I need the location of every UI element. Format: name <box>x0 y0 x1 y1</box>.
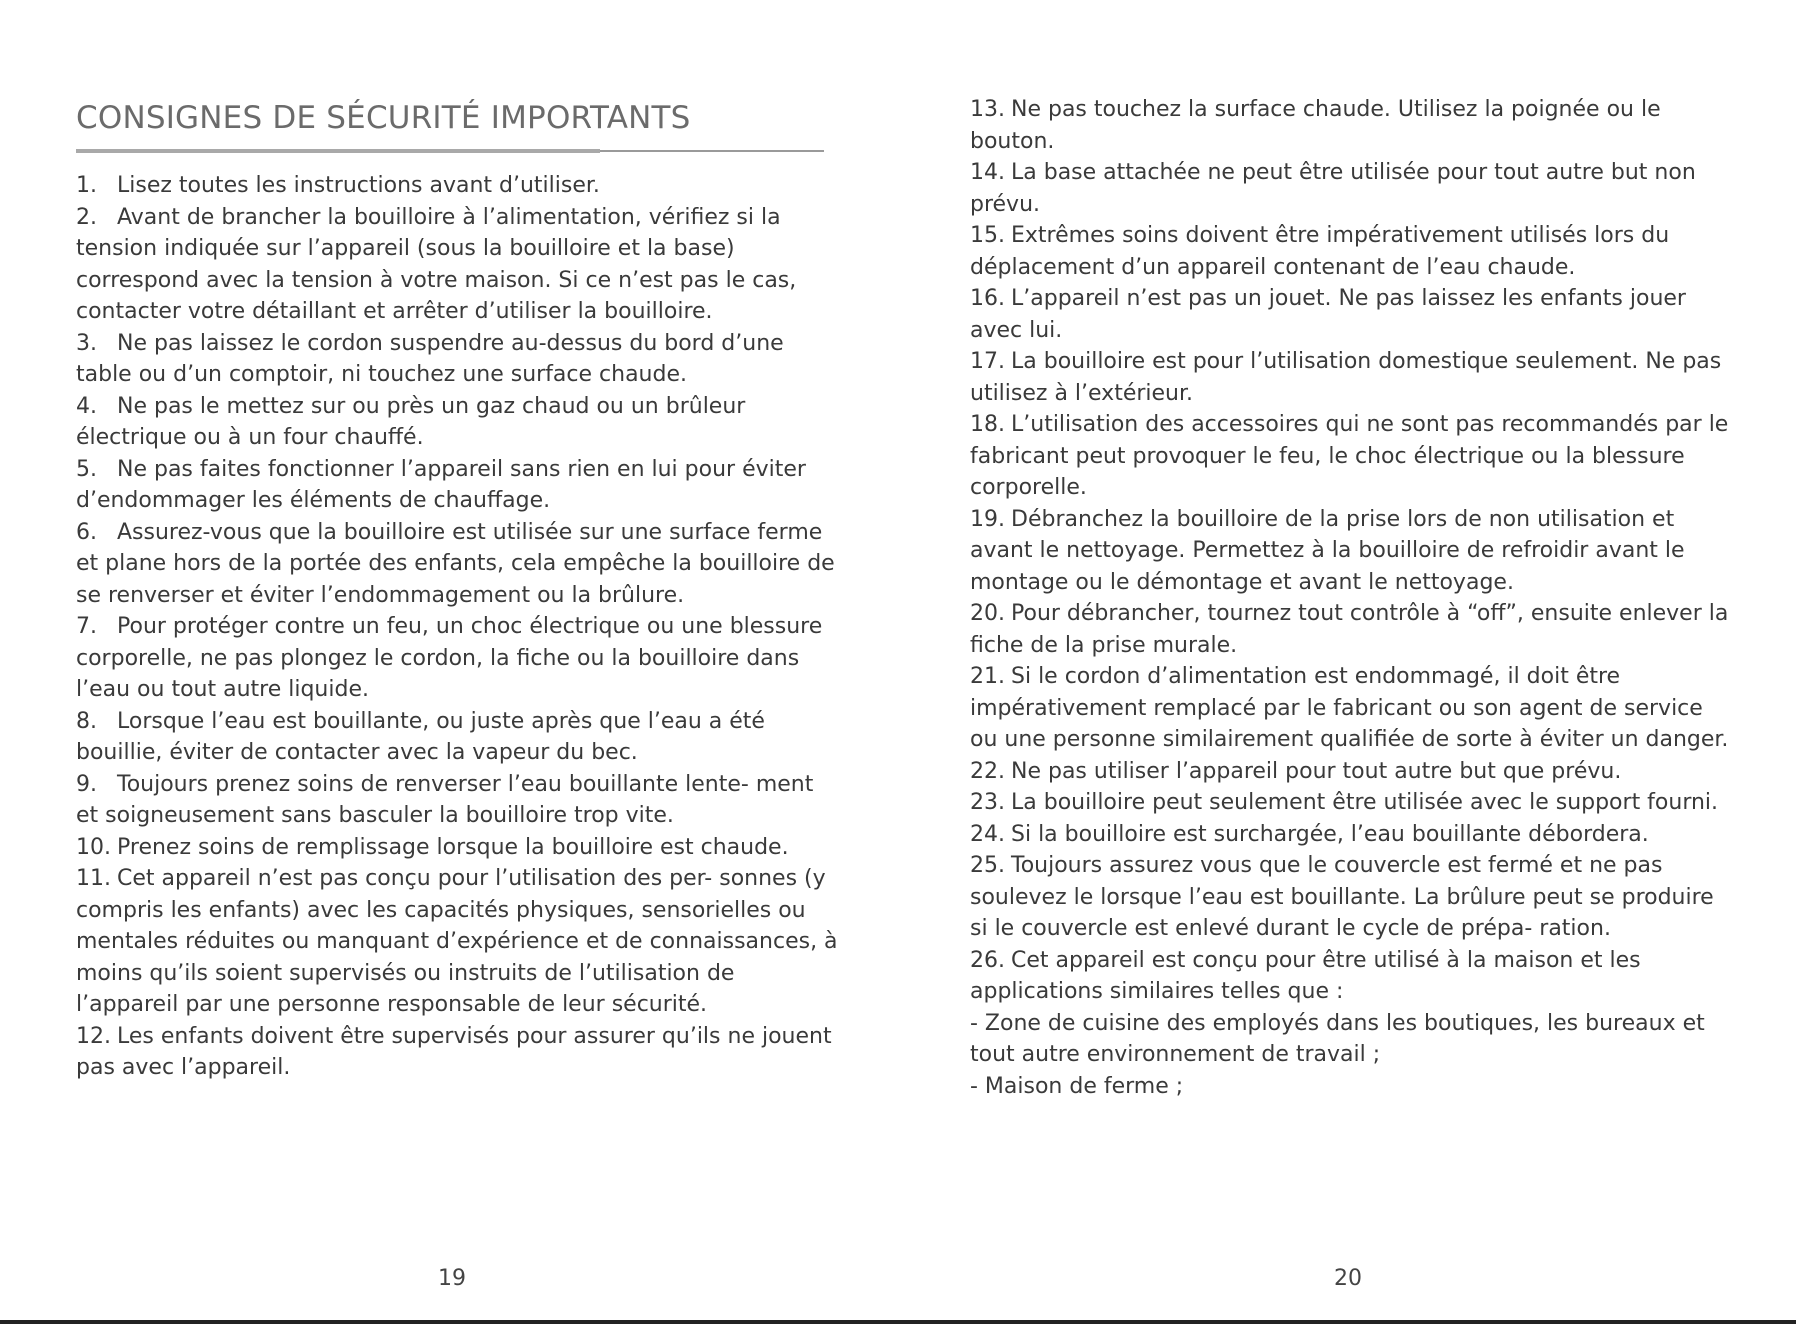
item-text: Débranchez la bouilloire de la prise lors de non utilisation et avant le nettoyage. Permettez à la bouilloire de refroidir avant le montage ou le démontage et avant le nettoyage. <box>970 506 1685 595</box>
item-number: 15. <box>970 223 1005 248</box>
list-item <box>76 391 838 454</box>
bottom-edge-line <box>0 1320 1796 1324</box>
list-item <box>76 1021 838 1084</box>
item-text: La bouilloire est pour l’utilisation domestique seulement. Ne pas utilisez à l’extérieur. <box>970 349 1722 406</box>
list-item <box>970 787 1736 819</box>
item-number: 2. <box>76 204 97 230</box>
list-item <box>76 328 838 391</box>
right-page <box>898 0 1796 1324</box>
item-number: 3. <box>76 330 97 356</box>
item-text: Si le cordon d’alimentation est endommagé, il doit être impérativement remplacé par le fabricant ou son agent de service ou une personne similairement qualifiée de sorte à éviter un danger. <box>970 664 1729 752</box>
list-item <box>970 756 1736 788</box>
item-text: Toujours prenez soins de renverser l’eau bouillante lente- ment et soigneusement sans basculer la bouilloire trop vite. <box>76 771 814 828</box>
list-item <box>970 1071 1736 1103</box>
item-number: 11. <box>76 866 111 891</box>
list-item <box>76 769 838 832</box>
list-item <box>970 346 1736 409</box>
page-title: CONSIGNES DE SÉCURITÉ IMPORTANTS <box>76 100 691 136</box>
page-number: 20 <box>1334 1266 1362 1291</box>
item-number: 24. <box>970 821 1005 847</box>
title-underline-thin <box>600 150 824 152</box>
list-item <box>970 945 1736 1008</box>
item-text: Ne pas touchez la surface chaude. Utilisez la poignée ou le bouton. <box>970 97 1661 154</box>
item-number: 26. <box>970 947 1005 973</box>
item-text: Toujours assurez vous que le couvercle est fermé et ne pas soulevez le lorsque l’eau est bouillante. La brûlure peut se produire si le couvercle est enlevé durant le cycle de prépa- ration. <box>970 853 1714 941</box>
item-text: Extrêmes soins doivent être impérativement utilisés lors du déplacement d’un appareil contenant de l’eau chaude. <box>970 223 1670 280</box>
list-item <box>970 598 1736 661</box>
item-text: - Zone de cuisine des employés dans les boutiques, les bureaux et tout autre environnement de travail ; <box>970 1010 1705 1067</box>
item-text: Cet appareil n’est pas conçu pour l’utilisation des per- sonnes (y compris les enfants) avec les capacités physiques, sensorielles ou mentales réduites ou manquant d’expérience et de connaissances, à moins qu’ils soient supervisés ou instruits de l’utilisation de l’appareil par une personne responsable de leur sécurité. <box>76 866 838 1017</box>
item-number: 1. <box>76 173 97 198</box>
item-number: 6. <box>76 519 97 545</box>
list-item <box>970 220 1736 283</box>
item-number: 5. <box>76 456 97 482</box>
list-item <box>970 1008 1736 1071</box>
item-text: Assurez-vous que la bouilloire est utilisée sur une surface ferme et plane hors de la portée des enfants, cela empêche la bouilloire de se renverser et éviter l’endommagement ou la brûlure. <box>76 519 835 608</box>
item-number: 16. <box>970 286 1005 311</box>
list-item <box>76 706 838 769</box>
list-item <box>76 517 838 612</box>
item-number: 23. <box>970 790 1005 815</box>
list-item <box>970 94 1736 157</box>
item-text: Pour protéger contre un feu, un choc électrique ou une blessure corporelle, ne pas plongez le cordon, la fiche ou la bouilloire dans l’eau ou tout autre liquide. <box>76 614 823 702</box>
list-item <box>970 850 1736 945</box>
item-number: 9. <box>76 771 97 797</box>
item-text: - Maison de ferme ; <box>970 1073 1184 1099</box>
list-item <box>970 409 1736 504</box>
title-underline-thick <box>76 149 600 153</box>
list-item <box>970 504 1736 599</box>
item-text: Avant de brancher la bouilloire à l’alimentation, vérifiez si la tension indiquée sur l’appareil (sous la bouilloire et la base) correspond avec la tension à votre maison. Si ce n’est pas le cas, contacter votre détaillant et arrêter d’utiliser la bouilloire. <box>76 204 797 324</box>
page-number: 19 <box>438 1266 466 1291</box>
item-text: Lisez toutes les instructions avant d’utiliser. <box>117 173 600 198</box>
item-number: 8. <box>76 708 97 734</box>
item-number: 14. <box>970 160 1005 185</box>
item-number: 20. <box>970 601 1005 626</box>
item-number: 21. <box>970 664 1005 689</box>
item-text: Lorsque l’eau est bouillante, ou juste après que l’eau a été bouillie, éviter de contacter avec la vapeur du bec. <box>76 708 765 765</box>
safety-list-right <box>970 94 1736 1102</box>
item-number: 13. <box>970 97 1005 122</box>
list-item <box>76 863 838 1021</box>
item-text: Les enfants doivent être supervisés pour assurer qu’ils ne jouent pas avec l’appareil. <box>76 1023 832 1080</box>
item-text: Ne pas faites fonctionner l’appareil sans rien en lui pour éviter d’endommager les éléments de chauffage. <box>76 456 806 513</box>
item-text: Prenez soins de remplissage lorsque la bouilloire est chaude. <box>117 834 789 860</box>
item-text: L’appareil n’est pas un jouet. Ne pas laissez les enfants jouer avec lui. <box>970 286 1686 343</box>
item-number: 25. <box>970 853 1005 878</box>
list-item <box>76 832 838 864</box>
item-text: La base attachée ne peut être utilisée pour tout autre but non prévu. <box>970 160 1696 217</box>
item-number: 4. <box>76 393 97 419</box>
list-item <box>76 611 838 706</box>
item-text: Si la bouilloire est surchargée, l’eau bouillante débordera. <box>1011 821 1649 847</box>
list-item <box>970 661 1736 756</box>
item-number: 18. <box>970 412 1005 437</box>
item-number: 7. <box>76 614 97 639</box>
item-number: 12. <box>76 1023 111 1049</box>
item-number: 10. <box>76 834 111 860</box>
item-number: 17. <box>970 349 1005 374</box>
title-underline <box>76 149 824 153</box>
item-text: Pour débrancher, tournez tout contrôle à “off”, ensuite enlever la fiche de la prise murale. <box>970 601 1729 658</box>
item-text: Ne pas le mettez sur ou près un gaz chaud ou un brûleur électrique ou à un four chauffé. <box>76 393 746 450</box>
item-number: 22. <box>970 758 1005 784</box>
list-item <box>76 170 838 202</box>
item-text: Cet appareil est conçu pour être utilisé à la maison et les applications similaires telles que : <box>970 947 1641 1004</box>
list-item <box>970 157 1736 220</box>
list-item <box>76 202 838 328</box>
item-text: La bouilloire peut seulement être utilisée avec le support fourni. <box>1011 790 1719 815</box>
list-item <box>970 819 1736 851</box>
item-number: 19. <box>970 506 1005 532</box>
item-text: Ne pas utiliser l’appareil pour tout autre but que prévu. <box>1011 758 1622 784</box>
list-item <box>970 283 1736 346</box>
list-item <box>76 454 838 517</box>
item-text: Ne pas laissez le cordon suspendre au-dessus du bord d’une table ou d’un comptoir, ni touchez une surface chaude. <box>76 330 784 387</box>
item-text: L’utilisation des accessoires qui ne sont pas recommandés par le fabricant peut provoquer le feu, le choc électrique ou la blessure corporelle. <box>970 412 1729 500</box>
safety-list-left <box>76 170 838 1084</box>
